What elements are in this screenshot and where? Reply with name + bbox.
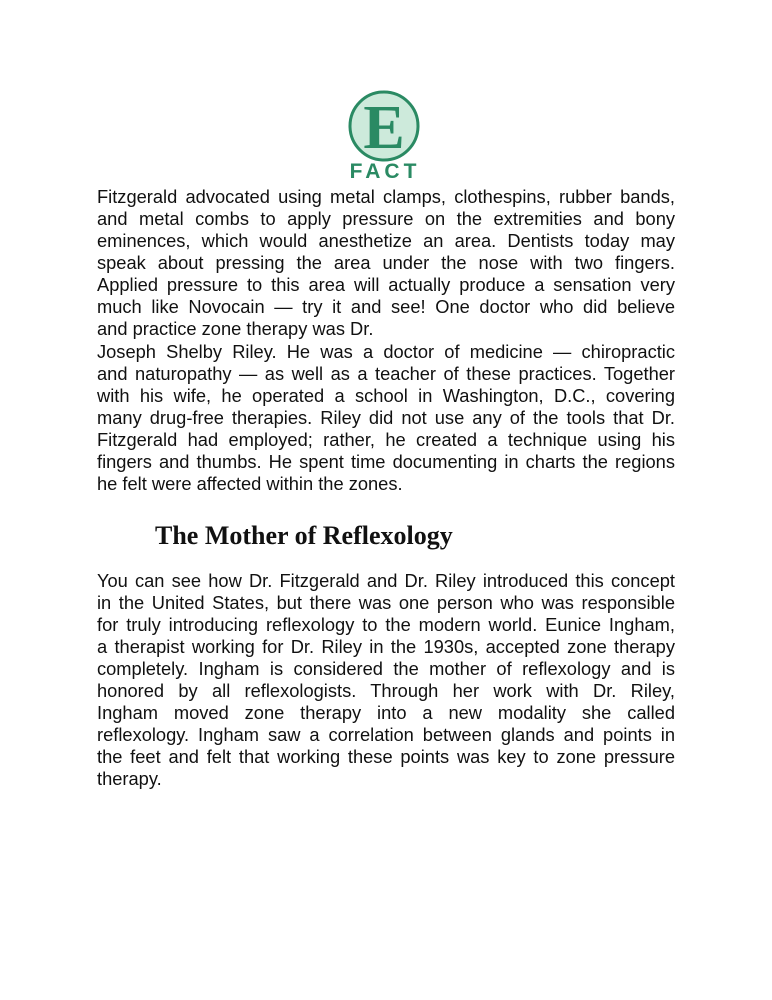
text-line: for truly introducing reflexology to the modern world. Eunice Ingham, xyxy=(97,614,675,635)
text-line: eminences, which would anesthetize an area. Dentists today may xyxy=(97,230,675,251)
text-line: fingers and thumbs. He spent time documenting in charts the regions xyxy=(97,451,675,472)
text-line: completely. Ingham is considered the mother of reflexology and is xyxy=(97,658,675,679)
text-line: Applied pressure to this area will actually produce a sensation very xyxy=(97,274,675,295)
logo-letter: E xyxy=(363,94,405,162)
text-line: therapy. xyxy=(97,768,162,789)
text-line: a therapist working for Dr. Riley in the 1930s, accepted zone therapy xyxy=(97,636,675,657)
text-line: in the United States, but there was one person who was responsible xyxy=(97,592,675,613)
paragraph-2 xyxy=(97,341,675,495)
section-heading: The Mother of Reflexology xyxy=(155,521,453,550)
text-line: speak about pressing the area under the nose with two fingers. xyxy=(97,252,675,273)
paragraph-3 xyxy=(97,570,675,790)
text-line: he felt were affected within the zones. xyxy=(97,473,403,494)
text-line: Joseph Shelby Riley. He was a doctor of medicine — chiropractic xyxy=(97,341,675,362)
text-line: Ingham moved zone therapy into a new modality she called xyxy=(97,702,675,723)
text-line: and naturopathy — as well as a teacher of these practices. Together xyxy=(97,363,675,384)
text-line: the feet and felt that working these points was key to zone pressure xyxy=(97,746,675,767)
text-line: and metal combs to apply pressure on the extremities and bony xyxy=(97,208,675,229)
text-line: You can see how Dr. Fitzgerald and Dr. Riley introduced this concept xyxy=(97,570,675,591)
text-line: reflexology. Ingham saw a correlation between glands and points in xyxy=(97,724,675,745)
text-line: Fitzgerald advocated using metal clamps, clothespins, rubber bands, xyxy=(97,186,675,207)
text-line: many drug-free therapies. Riley did not use any of the tools that Dr. xyxy=(97,407,675,428)
logo-text: FACT xyxy=(349,160,421,183)
text-line: and practice zone therapy was Dr. xyxy=(97,318,374,339)
paragraph-1 xyxy=(97,186,675,340)
fact-logo xyxy=(340,90,430,186)
text-line: much like Novocain — try it and see! One doctor who did believe xyxy=(97,296,675,317)
fact-logo-emblem xyxy=(340,90,430,162)
text-line: with his wife, he operated a school in Washington, D.C., covering xyxy=(97,385,675,406)
text-line: honored by all reflexologists. Through her work with Dr. Riley, xyxy=(97,680,675,701)
text-line: Fitzgerald had employed; rather, he created a technique using his xyxy=(97,429,675,450)
